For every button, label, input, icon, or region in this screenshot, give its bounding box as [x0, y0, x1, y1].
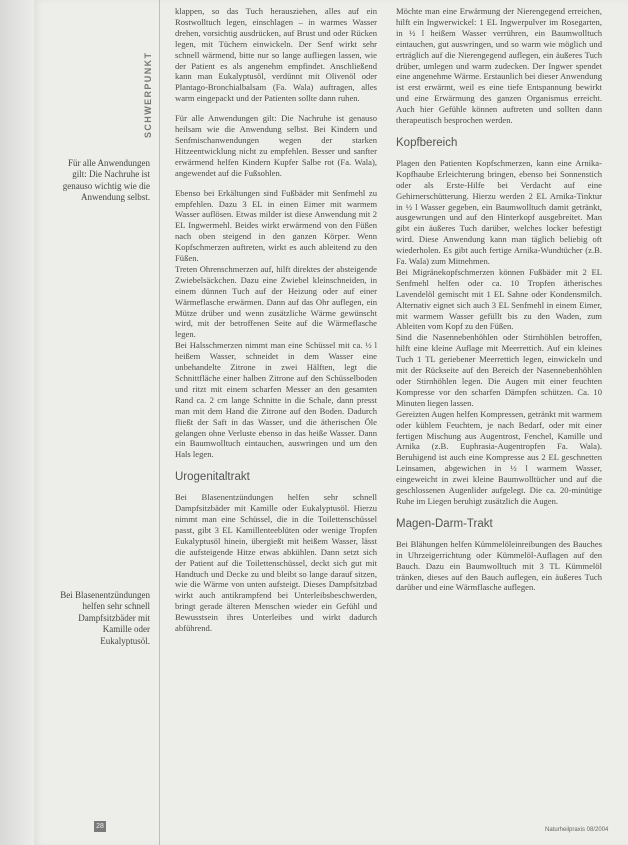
- paragraph: klappen, so das Tuch herausziehen, alles auf ein Rostwolltuch legen, einschlagen – in warmes Wasser drehen, vorsichtig ausdrücken, auf Brust und oder Rücken legen, mit Tüchern einwickeln. Der Senf wirkt sehr schnell wärmend, bitte nur so lange aufliegen lassen, wie der Patient es als angenehm empfindet. Anschließend kann man Eukalyptusöl, verdünnt mit Olivenöl oder Plantago-Bronchialbalsam (Fa. Wala) auftragen, alles warm eingepackt und der Patienten sollte dann ruhen.: [175, 6, 377, 104]
- paragraph: Treten Ohrenschmerzen auf, hilft direktes der absteigende Zwiebelsäckchen. Dazu eine Zwiebel kleinschneiden, in einem dünnen Tuch auf der Heizung oder auf einer Wärmeflasche erwärmen. Dann auf das Ohr auflegen, ein Mütze drüber und wenn zusätzliche Wärme gewünscht wird, mit der betroffenen Seite auf die Wärmeflasche legen.: [175, 263, 377, 340]
- journal-footer: Naturheilpraxis 08/2004: [545, 827, 609, 833]
- paragraph: Sind die Nasennebenhöhlen oder Stirnhöhlen betroffen, hilft eine kleine Auflage mit Meerrettich. Auf ein kleines Tuch 1 TL geriebener Meerrettich legen, einwickeln und mit der Rückseite auf den Bereich der Nasennebenhöhlen oder Stirnhöhlen legen. Die Augen mit einer feuchten Kompresse vor den scharfen Dämpfen schützen. Ca. 10 Minuten liegen lassen.: [396, 332, 602, 408]
- paragraph: Bei Blähungen helfen Kümmelöleinreibungen des Bauches in Uhrzeigerrichtung oder Kümmelöl-Auflagen auf den Bauch. Dazu ein Baumwolltuch mit 3 TL Kümmelöl tränken, dieses auf den Bauch auflegen, ein äußeres Tuch darüber und eine Wärmflasche auflegen.: [396, 538, 602, 593]
- paragraph: Plagen den Patienten Kopfschmerzen, kann eine Arnika-Kopfhaube Erleichterung bringen, ebenso bei Sonnenstich oder als Erste-Hilfe bei Verdacht auf eine Gehirnerschütterung. Hierzu werden 2 EL Arnika-Tinktur in ½ l Wasser gegeben, ein Baumwolltuch damit getränkt, ausgewrungen und auf den Hinterkopf ausgebreitet. Man gibt ein äußeres Tuch darüber, welches locker befestigt wird. Diese Anwendung kann man täglich beliebig oft wiederholen. Es gibt auch fertige Arnika-Wundtücher (z.B. Fa. Wala) zum Mitnehmen.: [396, 157, 602, 267]
- text-column-1: [175, 6, 377, 634]
- paragraph: Bei Halsschmerzen nimmt man eine Schüssel mit ca. ½ l heißem Wasser, schneidet in dem Wasser eine unbehandelte Zitrone in zwei Hälften, legt die Schnittfläche einer halben Zitrone auf den Schüsselboden und ritzt mit einem scharfen Messer an den gesamten Rand ca. 2 cm lange Schnitte in die Schale, dann presst man mit dem Hand die Zitrone auf den Boden. Dadurch fließt der Saft in das Wasser, und die ätherischen Öle gelangen ohne Verluste ebenso in das heiße Wasser. Dann ein Baumwolltuch eintauchen, auswringen und um den Hals legen.: [175, 340, 377, 460]
- page-shadow-strip: [0, 0, 34, 845]
- paragraph: Gereizten Augen helfen Kompressen, getränkt mit warmem oder kühlem Feuchtem, je nach Bedarf, oder mit einer fertigen Mischung aus Augentrost, Fenchel, Kamille und Arnika (z.B. Euphrasia-Augentropfen Fa. Wala). Beruhigend ist auch eine Kompresse aus 2 EL geschnetten Leinsamen, abgewichen in ½ l warmem Wasser, eingeweicht in zwei kleine Baumwolltücher und auf die geschlossenen Augenlider aufgelegt. Die ca. 20-minütige Ruhe im Liegen beruhigt zusätzlich die Augen.: [396, 408, 602, 506]
- paragraph: Möchte man eine Erwärmung der Nierengegend erreichen, hilft ein Ingwerwickel: 1 EL Ingwerpulver im Rosegarten, in ½ l heißem Wasser verrühren, ein Baumwolltuch eintauchen, gut auswringen, und so warm wie möglich und erträglich auf die Nierengegend auflegen, ein äußeres Tuch drüber, umlegen und warm zudecken. Der Ingwer spendet eine angenehme Wärme. Erstaunlich bei dieser Anwendung ist erst erwärmt, weil es eine tiefe Entspannung bewirkt und eine Erwärmung des ganzen Organismus erreicht. Auch hier Gefühle können auftreten und sollten dann therapeutisch besprochen werden.: [396, 6, 602, 126]
- section-heading: Magen-Darm-Trakt: [396, 517, 493, 530]
- section-heading: Kopfbereich: [396, 136, 458, 149]
- section-heading: Urogenitaltrakt: [175, 471, 250, 484]
- margin-note-bladder: Bei Blasenentzündungen helfen sehr schnell Dampfsitzbäder mit Kamille oder Eukalyptusöl.: [60, 590, 150, 646]
- paragraph: Bei Migränekopfschmerzen können Fußbäder mit 2 EL Senfmehl helfen oder ca. 10 Tropfen ätherisches Lavendelöl gemischt mit 1 EL Sahne oder Kondensmilch. Alternativ eignet sich auch 3 EL Senfmehl in einem Eimer, mit warmem Wasser gefüllt bis zu den Waden, zum Ableiten vom Kopf zu den Füßen.: [396, 266, 602, 332]
- paragraph: Für alle Anwendungen gilt: Die Nachruhe ist genauso heilsam wie die Anwendung selbst. Bei Kindern und Senfmischanwendungen wegen der starken Hitzeentwicklung nicht zu empfehlen. Besser und sanfter erwärmend helfen Kindern Kupfer Salbe rot (Fa. Wala), angewendet auf die Fußsohlen.: [175, 113, 377, 178]
- column-divider: [159, 0, 160, 845]
- margin-note-aftercare: Für alle Anwendungen gilt: Die Nachruhe ist genauso wichtig wie die Anwendung selbst.: [62, 158, 150, 203]
- paragraph: Bei Blasenentzündungen helfen sehr schnell Dampfsitzbäder mit Kamille oder Eukalyptusöl. Hierzu nimmt man eine Schüssel, die in die Toilettenschüssel passt, gibt 3 EL Kamillenteeblüten oder wenige Tropfen Eukalyptusöl hinein, übergießt mit heißem Wasser, lässt die aufsteigende Hitze etwas abkühlen. Dann setzt sich der Patient auf die Toilettenschüssel, deckt sich gut mit Handtuch und Decke zu und bleibt so lange darauf sitzen, wie die Wärme von unten aufsteigt. Dieses Dampfsitzbad wirkt auch antikrampfend bei Unterleibsbeschwerden, bringt gerade älteren Menschen wieder ein Gefühl und Bewusstsein ihres Unterleibes und wirkt dadurch abführend.: [175, 492, 377, 634]
- page-number: 28: [94, 821, 106, 832]
- section-label: SCHWERPUNKT: [143, 51, 153, 138]
- paragraph: Ebenso bei Erkältungen sind Fußbäder mit Senfmehl zu empfehlen. Dazu 3 EL in einen Eimer mit warmem Wasser auflösen. Etwas milder ist diese Anwendung mit 2 EL Ingwermehl. Beides wirkt erwärmend von den Füßen nach oben steigend in den ganzen Körper. Wenn Kopfschmerzen auftreten, wirkt es auch ableitend zu den Füßen.: [175, 187, 377, 264]
- text-column-2: [396, 6, 602, 593]
